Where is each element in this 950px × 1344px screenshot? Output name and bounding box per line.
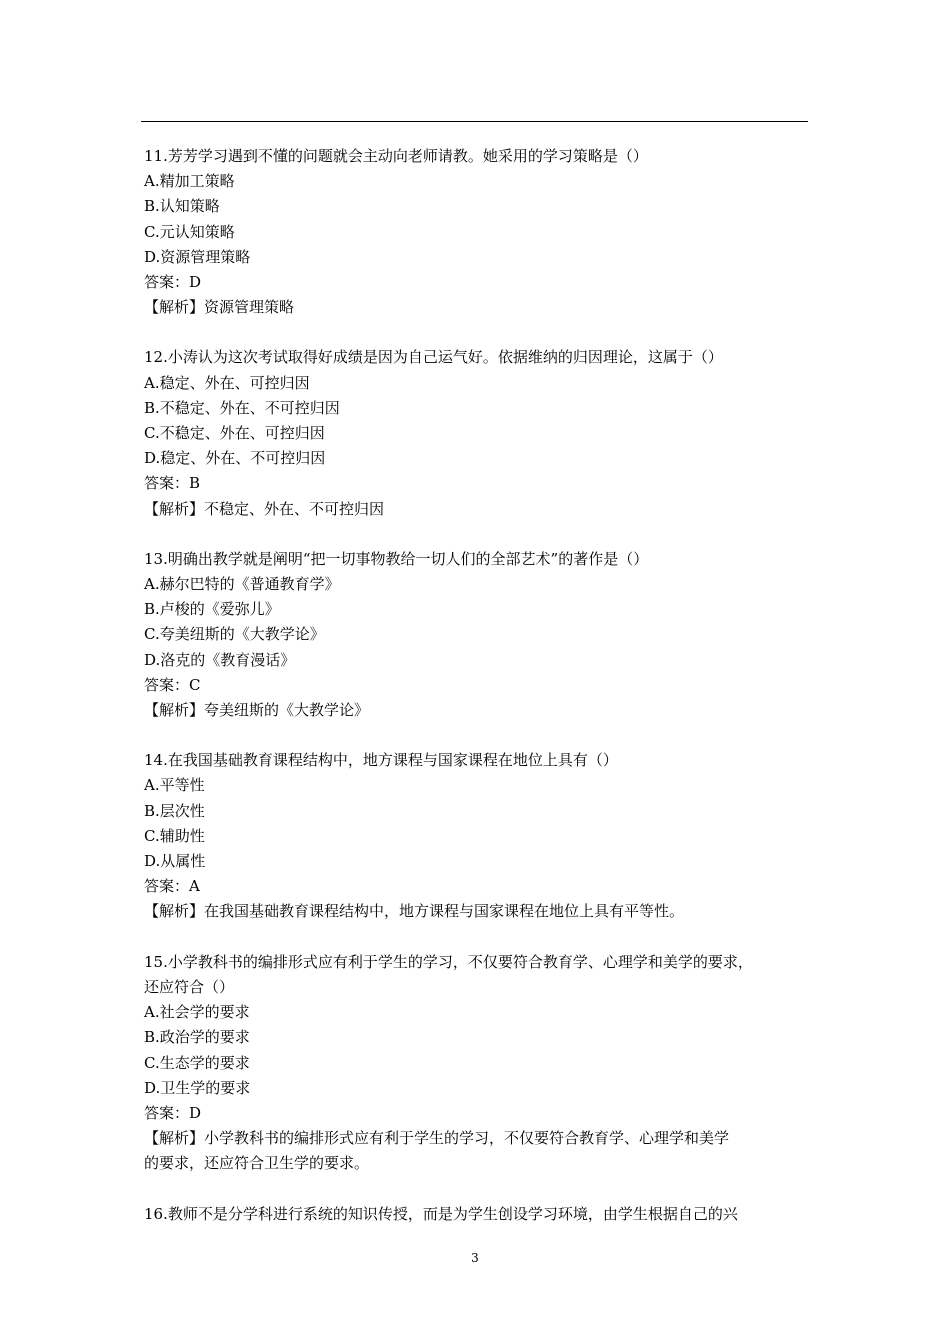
header-rule [141,121,808,122]
option-a: A.社会学的要求 [144,1003,250,1022]
option-d: D.稳定、外在、不可控归因 [144,449,326,468]
option-c: C.不稳定、外在、可控归因 [144,424,325,443]
option-d: D.卫生学的要求 [144,1078,251,1097]
analysis: 【解析】在我国基础教育课程结构中，地方课程与国家课程在地位上具有平等性。 [144,902,685,921]
analysis: 【解析】资源管理策略 [144,298,295,317]
question-stem: 12.小涛认为这次考试取得好成绩是因为自己运气好。依据维纳的归因理论，这属于（） [144,348,723,367]
option-b: B.认知策略 [144,197,220,216]
option-a: A.稳定、外在、可控归因 [144,373,310,392]
question-11 [144,144,812,320]
option-c: C.元认知策略 [144,222,235,241]
question-stem: 11.芳芳学习遇到不懂的问题就会主动向老师请教。她采用的学习策略是（） [144,147,648,165]
question-16 [144,1202,812,1227]
question-15 [144,950,812,1177]
option-a: A.赫尔巴特的《普通教育学》 [144,575,340,594]
question-stem-line-2: 还应符合（） [144,977,235,996]
answer: 答案：D [144,1103,202,1122]
answer: 答案：A [144,877,200,896]
option-c: C.生态学的要求 [144,1053,250,1072]
question-stem: 13.明确出教学就是阐明“把一切事物教给一切人们的全部艺术”的著作是（） [144,549,649,568]
question-stem: 14.在我国基础教育课程结构中，地方课程与国家课程在地位上具有（） [144,751,618,770]
document-body [144,144,812,1252]
analysis: 【解析】夸美纽斯的《大教学论》 [144,701,370,720]
analysis-line-1: 【解析】小学教科书的编排形式应有利于学生的学习，不仅要符合教育学、心理学和美学 [144,1129,730,1148]
option-d: D.资源管理策略 [144,247,251,266]
analysis: 【解析】不稳定、外在、不可控归因 [144,499,385,518]
option-b: B.政治学的要求 [144,1028,250,1047]
question-13 [144,547,812,723]
option-a: A.平等性 [144,776,205,795]
analysis-line-2: 的要求，还应符合卫生学的要求。 [144,1154,370,1173]
option-c: C.辅助性 [144,826,205,845]
option-d: D.从属性 [144,852,206,871]
option-b: B.卢梭的《爱弥儿》 [144,600,280,619]
question-stem-line-1: 15.小学教科书的编排形式应有利于学生的学习，不仅要符合教育学、心理学和美学的要求， [144,952,753,971]
option-b: B.不稳定、外在、不可控归因 [144,398,340,417]
answer: 答案：B [144,474,201,493]
answer: 答案：D [144,273,202,292]
question-14 [144,748,812,924]
page-number: 3 [471,1251,479,1265]
question-12 [144,345,812,521]
answer: 答案：C [144,675,201,694]
option-d: D.洛克的《教育漫话》 [144,650,296,669]
option-c: C.夸美纽斯的《大教学论》 [144,625,325,644]
option-a: A.精加工策略 [144,172,235,191]
option-b: B.层次性 [144,801,205,820]
question-stem: 16.教师不是分学科进行系统的知识传授，而是为学生创设学习环境，由学生根据自己的兴 [144,1204,738,1223]
